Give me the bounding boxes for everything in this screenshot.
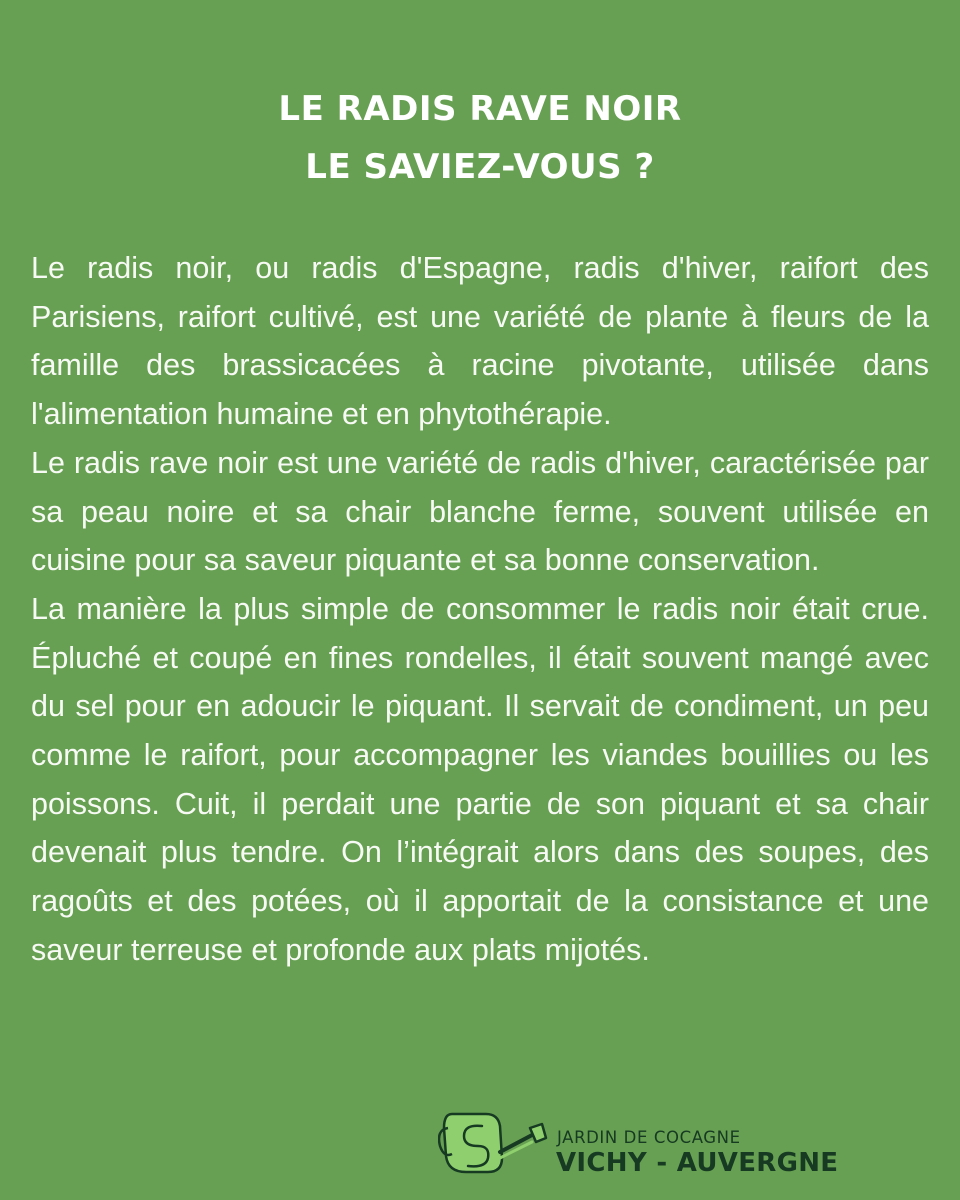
paragraph-variety: Le radis rave noir est une variété de radis d'hiver, caractérisée par sa peau noire et sa chair blanche ferme, souvent utilisée en cuisine pour sa saveur piquante et sa bonne conservation.	[31, 445, 929, 578]
page-title	[0, 80, 960, 196]
logo-location: VICHY - AUVERGNE	[556, 1148, 839, 1178]
title-line-1: LE RADIS RAVE NOIR	[278, 89, 682, 129]
paragraph-usage: La manière la plus simple de consommer le radis noir était crue. Épluché et coupé en fines rondelles, il était souvent mangé avec du sel pour en adoucir le piquant. Il servait de condiment, un peu comme le raifort, pour accompagner les viandes bouillies ou les poissons. Cuit, il perdait une partie de son piquant et sa chair devenait plus tendre. On l’intégrait alors dans des soupes, des ragoûts et des potées, où il apportait de la consistance et une saveur terreuse et profonde aux plats mijotés.	[31, 591, 929, 967]
watering-can-icon	[438, 1106, 550, 1180]
title-line-2: LE SAVIEZ-VOUS ?	[305, 147, 655, 187]
brand-logo	[438, 1100, 878, 1190]
logo-tagline: JARDIN DE COCAGNE	[557, 1128, 741, 1147]
paragraph-definition: Le radis noir, ou radis d'Espagne, radis d'hiver, raifort des Parisiens, raifort cultivé, est une variété de plante à fleurs de la famille des brassicacées à racine pivotante, utilisée dans l'alimentation humaine et en phytothérapie.	[31, 251, 929, 432]
article-body	[31, 244, 929, 975]
